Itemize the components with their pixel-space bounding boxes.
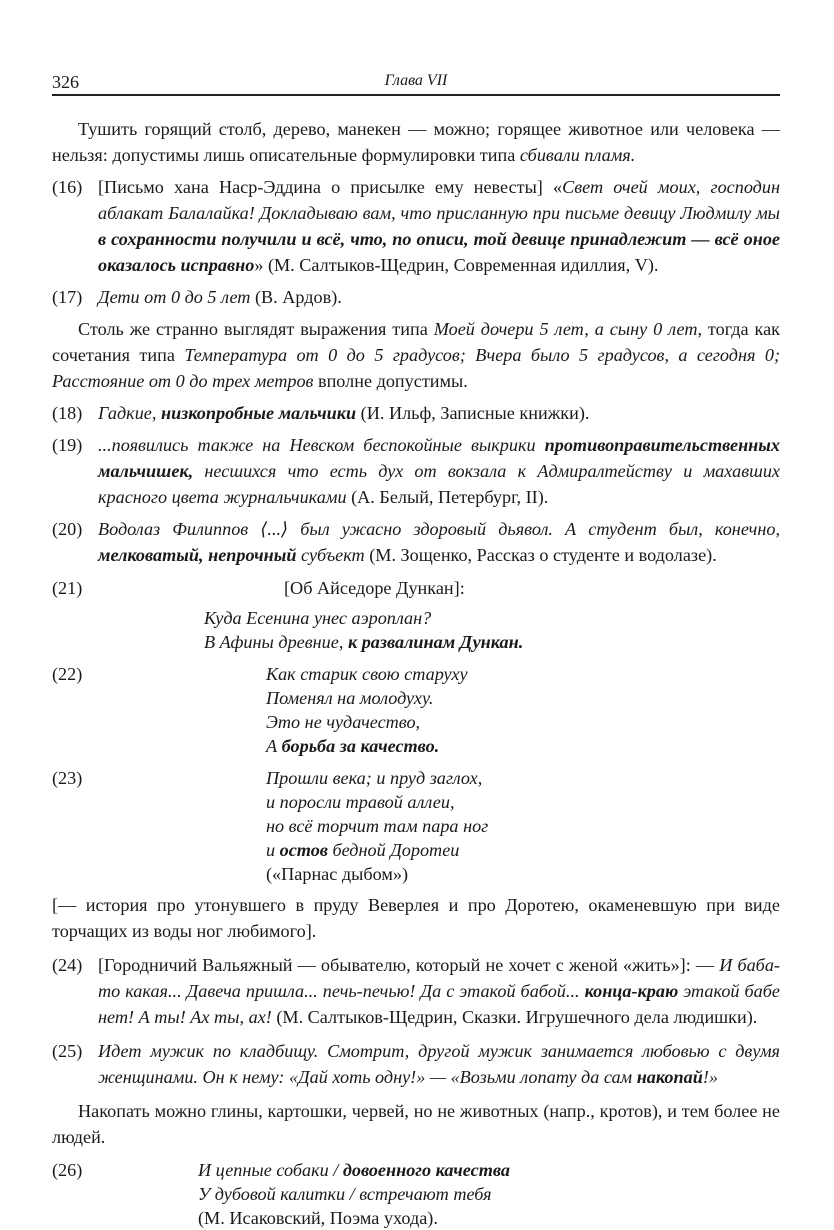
italic-text: Свет очей моих, господин аблакат Балалайка! Докладываю вам, что присланную при письме девицу Людмилу мы bbox=[98, 177, 780, 223]
text: Столь же странно выглядят выражения типа bbox=[78, 319, 434, 339]
example-number: (16) bbox=[52, 177, 83, 197]
bold-italic-text: к развалинам Дункан. bbox=[347, 632, 524, 652]
bold-italic-text: мелковатый, непрочный bbox=[98, 545, 297, 565]
paragraph-2 bbox=[52, 316, 780, 394]
italic-text: Моей дочери 5 лет, а сыну 0 лет bbox=[433, 319, 698, 339]
citation: (В. Ардов). bbox=[250, 287, 342, 307]
running-head: Глава VII bbox=[384, 72, 448, 89]
citation: (М. Салтыков-Щедрин, Сказки. Игрушечного дела людишки). bbox=[271, 1007, 758, 1027]
paragraph-3: [— история про утонувшего в пруду Веверлея и про Доротею, окаменевшую при виде торчащих из воды ног любимого]. bbox=[52, 895, 780, 941]
verse-line: Как старик свою старуху bbox=[266, 664, 468, 684]
bold-italic-text: накопай bbox=[636, 1067, 703, 1087]
verse-intro: [Об Айседоре Дункан]: bbox=[284, 578, 465, 598]
verse-line bbox=[52, 630, 780, 654]
bold-italic-text: в сохранности получили и всё, что, по описи, той девице принадлежит — всё оное оказалось исправно bbox=[98, 229, 780, 275]
italic-text: этакой бабе нет! А ты! Ах ты, ах! bbox=[98, 981, 780, 1027]
example-number: (25) bbox=[52, 1041, 83, 1061]
example-20 bbox=[52, 516, 780, 568]
bold-italic-text: борьба за качество. bbox=[281, 736, 440, 756]
italic-text: Дети от 0 до 5 лет bbox=[98, 287, 251, 307]
italic-text: несшихся что есть дух от вокзала к Адмиралтейству и махавших красного цвета журнальчиками bbox=[98, 461, 780, 507]
book-page bbox=[52, 72, 780, 1230]
page-number: 326 bbox=[52, 72, 79, 92]
italic-text: субъект bbox=[296, 545, 365, 565]
bold-italic-text: противоправительственных мальчишек, bbox=[98, 435, 780, 481]
example-22 bbox=[52, 662, 780, 758]
verse-line: Прошли века; и пруд заглох, bbox=[266, 768, 483, 788]
citation: » (М. Салтыков-Щедрин, Современная идиллия, V). bbox=[254, 255, 659, 275]
example-18 bbox=[52, 400, 780, 426]
example-21 bbox=[52, 576, 780, 654]
text: , тогда как сочетания типа bbox=[52, 319, 780, 365]
example-number: (19) bbox=[52, 435, 83, 455]
verse-line bbox=[52, 734, 780, 758]
bold-italic-text: довоенного качества bbox=[342, 1160, 510, 1180]
text: [Городничий Вальяжный — обывателю, который не хочет с женой «жить»]: — bbox=[98, 955, 720, 975]
bold-italic-text: остов bbox=[279, 840, 328, 860]
verse-line: и поросли травой аллеи, bbox=[266, 792, 455, 812]
example-16 bbox=[52, 174, 780, 278]
italic-text: Идет мужик по кладбищу. Смотрит, другой мужик занимается любовью с двумя женщинами. Он к нему: «Дай хоть одну!» — «Возьми лопату да сам bbox=[98, 1041, 780, 1087]
example-number: (21) bbox=[52, 578, 83, 598]
verse-line: Поменял на молодуху. bbox=[266, 688, 434, 708]
citation: (М. Зощенко, Рассказ о студенте и водолазе). bbox=[364, 545, 717, 565]
example-number: (17) bbox=[52, 287, 83, 307]
text: Тушить горящий столб, дерево, манекен — можно; горящее животное или человека — нельзя: допустимы лишь описательные формулировки типа bbox=[52, 119, 780, 165]
italic-text: В Афины древние, bbox=[204, 632, 348, 652]
citation: (А. Белый, Петербург, II). bbox=[346, 487, 549, 507]
verse-line: Куда Есенина унес аэроплан? bbox=[204, 608, 432, 628]
page-header bbox=[52, 72, 780, 96]
example-23 bbox=[52, 766, 780, 886]
example-number: (18) bbox=[52, 403, 83, 423]
italic-text: А bbox=[266, 736, 282, 756]
italic-text: И баба-то какая... Давеча пришла... печь-печью! Да с этакой бабой... bbox=[98, 955, 780, 1001]
italic-text: Гадкие, bbox=[98, 403, 161, 423]
example-26 bbox=[52, 1158, 780, 1230]
citation: (И. Ильф, Записные книжки). bbox=[356, 403, 590, 423]
example-number: (22) bbox=[52, 664, 83, 684]
italic-text: Водолаз Филиппов ⟨...⟩ был ужасно здоровый дьявол. А студент был, конечно, bbox=[98, 519, 780, 539]
example-number: (20) bbox=[52, 519, 83, 539]
italic-text: и bbox=[266, 840, 280, 860]
verse-source: («Парнас дыбом») bbox=[266, 864, 409, 884]
italic-text: Температура от 0 до 5 градусов; Вчера было 5 градусов, а сегодня 0; Расстояние от 0 до трех метров bbox=[52, 345, 781, 391]
example-24 bbox=[52, 952, 780, 1030]
italic-text: сбивали пламя. bbox=[519, 145, 636, 165]
text: вполне допустимы. bbox=[313, 371, 468, 391]
italic-text: бедной Доротеи bbox=[327, 840, 460, 860]
example-number: (24) bbox=[52, 955, 83, 975]
italic-text: И цепные собаки / bbox=[198, 1160, 343, 1180]
example-number: (23) bbox=[52, 768, 83, 788]
text: [Письмо хана Наср-Эддина о присылке ему невесты] « bbox=[98, 177, 563, 197]
paragraph-1 bbox=[52, 116, 780, 168]
italic-text: !» bbox=[702, 1067, 718, 1087]
verse-source: (М. Исаковский, Поэма ухода). bbox=[198, 1208, 438, 1228]
example-25 bbox=[52, 1038, 780, 1090]
bold-italic-text: низкопробные мальчики bbox=[160, 403, 357, 423]
verse-line: Это не чудачество, bbox=[266, 712, 421, 732]
bold-italic-text: конца-краю bbox=[584, 981, 679, 1001]
verse-line: У дубовой калитки / встречают тебя bbox=[198, 1184, 492, 1204]
italic-text: ...появились также на Невском беспокойные выкрики bbox=[98, 435, 545, 455]
example-19 bbox=[52, 432, 780, 510]
verse-line bbox=[52, 838, 780, 862]
example-17 bbox=[52, 284, 780, 310]
example-number: (26) bbox=[52, 1160, 83, 1180]
verse-line bbox=[52, 1158, 780, 1182]
paragraph-4: Накопать можно глины, картошки, червей, но не животных (напр., кротов), и тем более не людей. bbox=[52, 1101, 780, 1147]
verse-line: но всё торчит там пара ног bbox=[266, 816, 489, 836]
